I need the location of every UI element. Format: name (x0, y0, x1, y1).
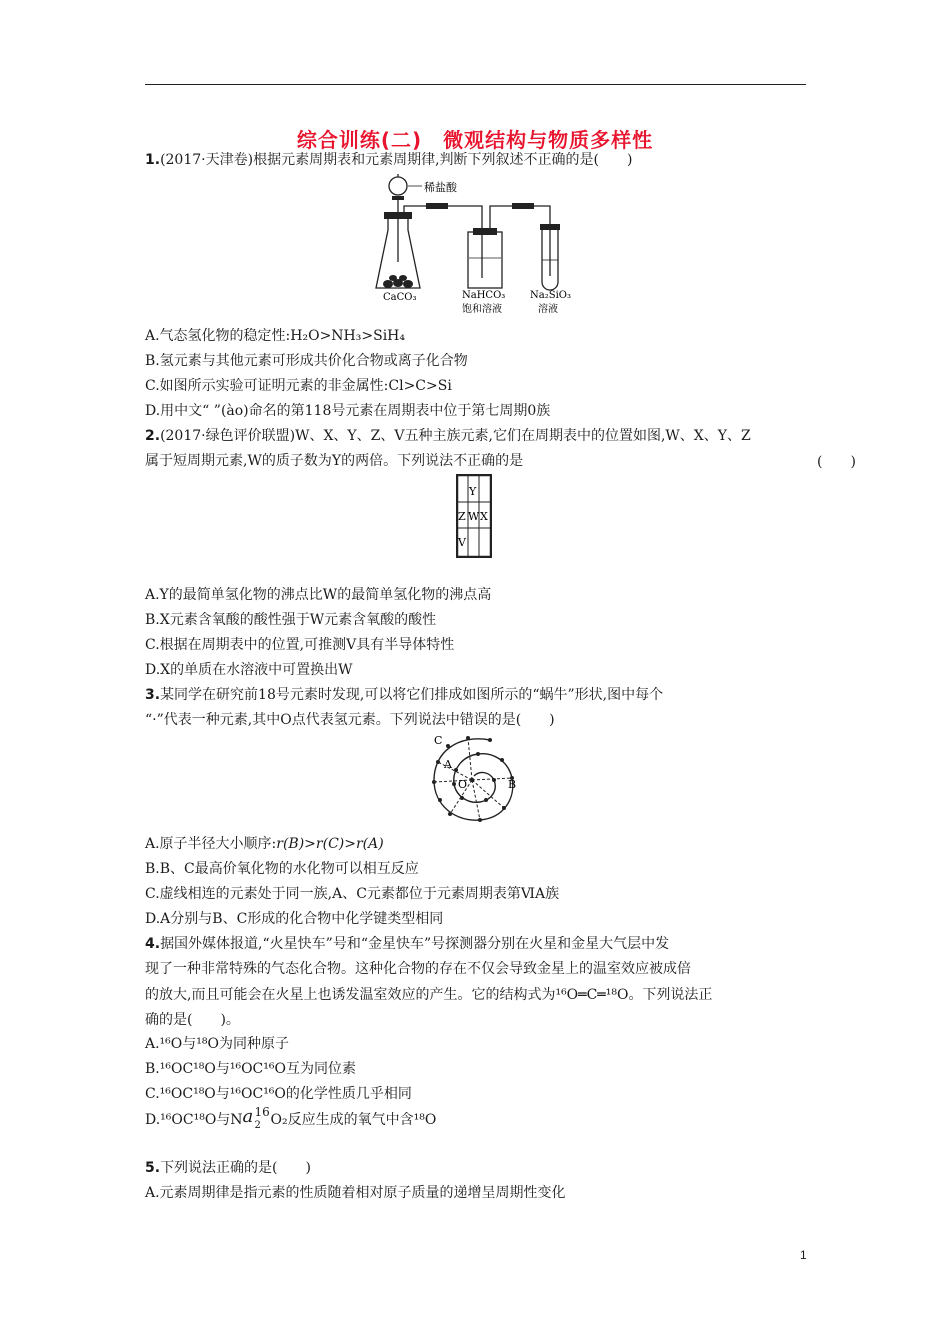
q1-option-c: C.如图所示实验可证明元素的非金属性:Cl>C>Si (145, 378, 452, 394)
q3-number: 3. (145, 687, 161, 703)
q3-option-b: B.B、C最高价氧化物的水化物可以相互反应 (145, 861, 419, 877)
q4-stem-line2: 现了一种非常特殊的气态化合物。这种化合物的存在不仅会导致金星上的温室效应被成倍 (145, 961, 691, 977)
caco3-label: CaCO₃ (383, 292, 417, 303)
q4-stem-line1 (145, 934, 669, 954)
q4-option-a: A.¹⁶O与¹⁸O为同种原子 (145, 1036, 289, 1052)
q1-number: 1. (145, 152, 161, 168)
q4-option-b: B.¹⁶OC¹⁸O与¹⁶OC¹⁶O互为同位素 (145, 1061, 356, 1077)
q4-number: 4. (145, 936, 161, 952)
saturated-solution-label: 饱和溶液 (462, 304, 502, 315)
q3-option-a-expression: r(B)>r(C)>r(A) (276, 836, 384, 852)
q2-number: 2. (145, 428, 161, 444)
q3-stem-text-1: 某同学在研究前18号元素时发现,可以将它们排成如图所示的“蜗牛”形状,图中每个 (160, 687, 664, 703)
q5-option-a: A.元素周期律是指元素的性质随着相对原子质量的递增呈周期性变化 (145, 1185, 566, 1201)
q1-stem-text: (2017·天津卷)根据元素周期表和元素周期律,判断下列叙述不正确的是( ) (160, 152, 633, 168)
grid-cell-z: Z (458, 510, 466, 523)
q5-stem-text: 下列说法正确的是( ) (160, 1160, 311, 1176)
q2-option-a: A.Y的最简单氢化物的沸点比W的最简单氢化物的沸点高 (145, 587, 492, 603)
q3-stem-line1 (145, 685, 663, 705)
q2-option-c: C.根据在周期表中的位置,可推测V具有半导体特性 (145, 637, 455, 653)
q3-stem-line2: “·”代表一种元素,其中O点代表氢元素。下列说法中错误的是( ) (145, 712, 555, 728)
q2-stem-line1 (145, 426, 751, 446)
q4-option-d-superscript: 16 (254, 1105, 270, 1119)
q2-option-d: D.X的单质在水溶液中可置换出W (145, 662, 353, 678)
acid-label: 稀盐酸 (424, 181, 457, 194)
q1-option-d: D.用中文“ ”(ào)命名的第118号元素在周期表中位于第七周期0族 (145, 403, 551, 419)
grid-cell-x: X (480, 510, 488, 523)
label-o: O (458, 778, 468, 791)
q4-option-d-prefix: D.¹⁶OC¹⁸O与N (145, 1112, 243, 1128)
grid-cell-y: Y (469, 485, 477, 498)
q4-option-d-subscript: 2 (254, 1120, 261, 1131)
rubber-joint-1 (426, 203, 448, 209)
header-rule (145, 84, 806, 85)
page-number: 1 (800, 1248, 807, 1262)
q4-stem-text-1: 据国外媒体报道,“火星快车”号和“金星快车”号探测器分别在火星和金星大气层中发 (160, 936, 670, 952)
q4-option-d-suffix: O₂反应生成的氧气中含¹⁸O (270, 1112, 437, 1128)
delivery-tube-4 (532, 206, 550, 276)
wash-bottle (468, 232, 502, 288)
q1-stem (145, 150, 632, 170)
q2-periodic-grid (456, 474, 492, 558)
label-c: C (434, 734, 443, 747)
q3-option-a (145, 834, 384, 854)
q1-option-a: A.气态氢化物的稳定性:H₂O>NH₃>SiH₄ (145, 328, 405, 344)
q1-option-b: B.氢元素与其他元素可形成共价化合物或离子化合物 (145, 353, 468, 369)
q4-structural-formula: ¹⁶O═C═¹⁸O (555, 987, 629, 1003)
solution-label: 溶液 (538, 304, 558, 315)
label-a: A (444, 758, 452, 771)
page-title: 综合训练(二) 微观结构与物质多样性 (296, 128, 654, 152)
q2-answer-paren: ( ) (817, 454, 856, 470)
q4-option-d-italic-a: a (242, 1106, 254, 1127)
q5-stem (145, 1158, 311, 1178)
element-dots (432, 736, 517, 822)
q4-option-c: C.¹⁶OC¹⁸O与¹⁶OC¹⁶O的化学性质几乎相同 (145, 1086, 412, 1102)
q4-option-d (145, 1105, 437, 1131)
q2-stem-text-1: (2017·绿色评价联盟)W、X、Y、Z、V五种主族元素,它们在周期表中的位置如图,W、X、Y、Z (160, 428, 751, 444)
q3-option-c: C.虚线相连的元素处于同一族,A、C元素都位于元素周期表第ⅥA族 (145, 886, 560, 902)
q4-stem-text-3: 的放大,而且可能会在火星上也诱发温室效应的产生。它的结构式为 (145, 987, 556, 1003)
q4-stem-line4: 确的是( )。 (145, 1012, 240, 1028)
funnel-bulb (389, 177, 407, 195)
nahco3-label: NaHCO₃ (462, 290, 506, 301)
flask-stopper (384, 212, 412, 219)
grid-cell-v: V (458, 536, 466, 549)
q3-option-a-prefix: A.原子半径大小顺序: (145, 836, 277, 852)
wash-bottle-stopper (473, 228, 497, 235)
label-b: B (508, 778, 517, 791)
test-tube-stopper (540, 224, 560, 230)
q4-stem-line3 (145, 985, 712, 1005)
funnel-stopcock (392, 196, 404, 200)
q3-option-d: D.A分别与B、C形成的化合物中化学键类型相同 (145, 911, 444, 927)
q5-number: 5. (145, 1160, 161, 1176)
q3-snail-figure (428, 732, 528, 828)
q1-apparatus-figure (370, 172, 590, 320)
q4-stem-text-3-end: 。下列说法正 (628, 987, 713, 1003)
q2-option-b: B.X元素含氧酸的酸性强于W元素含氧酸的酸性 (145, 612, 437, 628)
grid-cell-w: W (468, 510, 480, 523)
na2sio3-label: Na₂SiO₃ (530, 290, 571, 301)
q2-stem-line2: 属于短周期元素,W的质子数为Y的两倍。下列说法不正确的是 (145, 453, 524, 469)
caco3-lumps (383, 275, 413, 288)
rubber-joint-2 (512, 203, 534, 209)
